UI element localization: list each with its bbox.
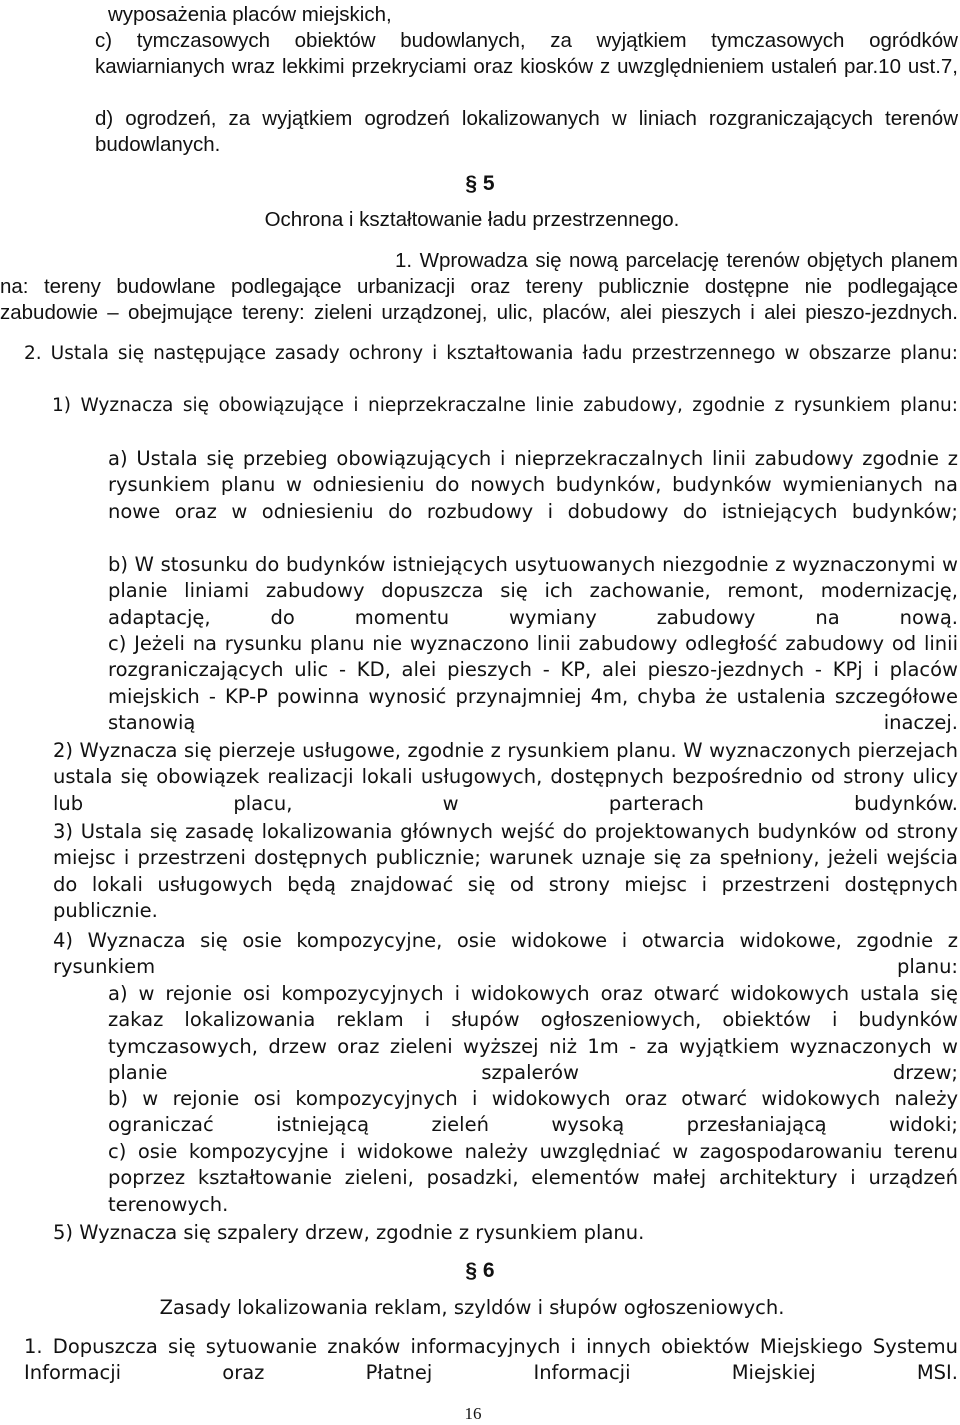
- item-5-2-4-b: b) w rejonie osi kompozycyjnych i widokowych oraz otwarć widokowych należy ograniczać istniejącą zieleń wysoką przesłaniającą widoki;: [108, 1087, 958, 1137]
- paragraph-5-1: 1. Wprowadza się nową parcelację terenów objętych planem na: tereny budowlane podlegające urbanizacji oraz tereny publicznie dostępne nie podlegające zabudowie – obejmujące tereny: zieleni urządzonej, ulic, placów, alei pieszych i alei pieszo-jezdnych.: [0, 249, 958, 324]
- list-item-c: c) tymczasowych obiektów budowlanych, za wyjątkiem tymczasowych ogródków kawiarnianych wraz lekkimi przekryciami oraz kiosków z uwzględnieniem ustaleń par.10 ust.7,: [95, 29, 958, 78]
- list-item-b-end: wyposażenia placów miejskich,: [108, 3, 392, 26]
- section-5-heading: § 5: [465, 172, 495, 195]
- item-5-2-4: 4) Wyznacza się osie kompozycyjne, osie widokowe i otwarcia widokowe, zgodnie z rysunkiem planu:: [53, 929, 958, 979]
- page-number: 16: [464, 1404, 482, 1423]
- item-5-2-4-a: a) w rejonie osi kompozycyjnych i widokowych oraz otwarć widokowych ustala się zakaz lokalizowania reklam i słupów ogłoszeniowych, obiektów i budynków tymczasowych, drzew oraz zieleni wyższej niż 1m - za wyjątkiem wyznaczonych w planie szpalerów drzew;: [108, 982, 958, 1085]
- item-5-2-1-a: a) Ustala się przebieg obowiązujących i nieprzekraczalnych linii zabudowy zgodnie z rysunkiem planu w odniesieniu do nowych budynków, budynków wymienianych na nowe oraz w odniesieniu do rozbudowy i dobudowy do istniejących budynków;: [108, 447, 958, 523]
- item-5-2-3: 3) Ustala się zasadę lokalizowania głównych wejść do projektowanych budynków od strony miejsc i przestrzeni dostępnych publicznie; warunek uznaje się za spełniony, jeżeli wejścia do lokali usługowych będą znajdować się od strony miejsc i przestrzeni dostępnych publicznie.: [53, 820, 958, 923]
- item-5-2-1-c: c) Jeżeli na rysunku planu nie wyznaczono linii zabudowy odległość zabudowy od linii rozgraniczających ulic - KD, alei pieszych - KP, alei pieszo-jezdnych - KPj i placów miejskich - KP-P powinna wynosić przynajmniej 4m, chyba że ustalenia szczegółowe stanowią inaczej.: [108, 632, 958, 735]
- section-6-title: Zasady lokalizowania reklam, szyldów i słupów ogłoszeniowych.: [159, 1296, 785, 1319]
- item-5-2-2: 2) Wyznacza się pierzeje usługowe, zgodnie z rysunkiem planu. W wyznaczonych pierzejach ustala się obowiązek realizacji lokali usługowych, dostępnych bezpośrednio od strony ulicy lub placu, w parterach budynków.: [53, 739, 958, 815]
- section-5-title: Ochrona i kształtowanie ładu przestrzennego.: [264, 208, 680, 231]
- list-item-d: d) ogrodzeń, za wyjątkiem ogrodzeń lokalizowanych w liniach rozgraniczających terenów budowlanych.: [95, 107, 958, 156]
- item-5-2-5: 5) Wyznacza się szpalery drzew, zgodnie z rysunkiem planu.: [53, 1221, 645, 1244]
- item-5-2-1: 1) Wyznacza się obowiązujące i nieprzekraczalne linie zabudowy, zgodnie z rysunkiem planu:: [52, 395, 958, 416]
- paragraph-5-2: 2. Ustala się następujące zasady ochrony i kształtowania ładu przestrzennego w obszarze planu:: [24, 343, 958, 364]
- item-5-2-1-b: b) W stosunku do budynków istniejących usytuowanych niezgodnie z wyznaczonymi w planie liniami zabudowy dopuszcza się ich zachowanie, remont, modernizację, adaptację, do momentu wymiany zabudowy na nową.: [108, 553, 958, 629]
- section-6-heading: § 6: [465, 1259, 495, 1282]
- item-5-2-4-c: c) osie kompozycyjne i widokowe należy uwzględniać w zagospodarowaniu terenu poprzez kształtowanie zieleni, posadzki, elementów małej architektury i urządzeń terenowych.: [108, 1140, 958, 1216]
- paragraph-6-1: 1. Dopuszcza się sytuowanie znaków informacyjnych i innych obiektów Miejskiego Systemu Informacji oraz Płatnej Informacji Miejskiej MSI.: [24, 1335, 958, 1385]
